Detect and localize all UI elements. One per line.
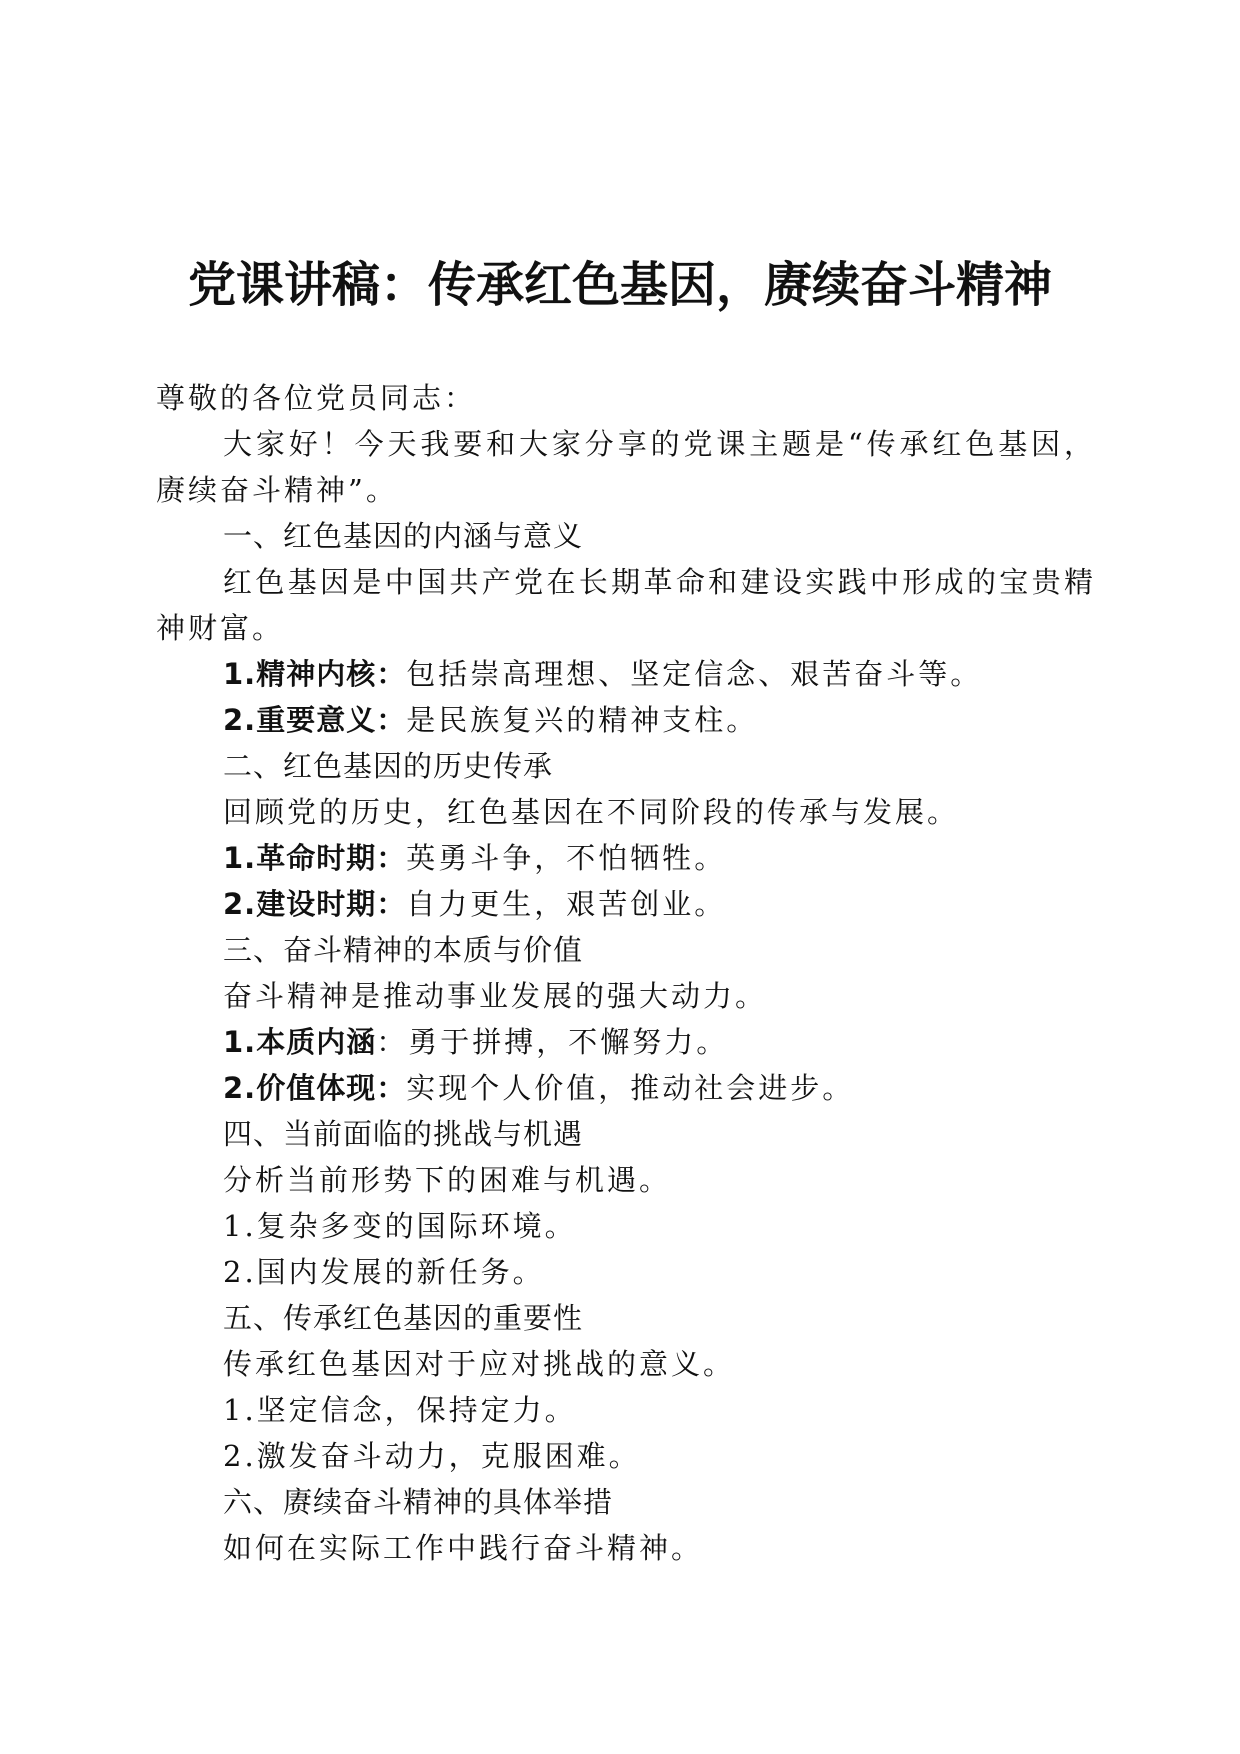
list-item: 2.激发奋斗动力，克服困难。 xyxy=(223,1439,641,1473)
item-text: 包括崇高理想、坚定信念、艰苦奋斗等。 xyxy=(406,657,983,691)
section-5 xyxy=(156,1295,1096,1479)
section-2 xyxy=(156,743,1096,927)
section-heading: 二、红色基因的历史传承 xyxy=(223,749,554,783)
intro-paragraph: 大家好！今天我要和大家分享的党课主题是“传承红色基因，赓续奋斗精神”。 xyxy=(156,427,1096,507)
list-item xyxy=(156,881,1096,927)
item-label: 1.本质内涵 xyxy=(223,1025,377,1059)
section-intro: 红色基因是中国共产党在长期革命和建设实践中形成的宝贵精神财富。 xyxy=(156,565,1096,645)
salutation: 尊敬的各位党员同志： xyxy=(156,381,477,415)
section-intro: 如何在实际工作中践行奋斗精神。 xyxy=(223,1531,704,1565)
section-intro: 分析当前形势下的困难与机遇。 xyxy=(223,1163,672,1197)
section-intro: 传承红色基因对于应对挑战的意义。 xyxy=(223,1347,736,1381)
list-item xyxy=(156,1065,1096,1111)
item-text: 自力更生，艰苦创业。 xyxy=(406,887,727,921)
list-item: 2.国内发展的新任务。 xyxy=(223,1255,545,1289)
item-label: 2.建设时期： xyxy=(223,887,407,921)
list-item: 1.坚定信念，保持定力。 xyxy=(223,1393,577,1427)
list-item xyxy=(156,1019,1096,1065)
list-item xyxy=(156,697,1096,743)
section-heading: 六、赓续奋斗精神的具体举措 xyxy=(223,1485,614,1519)
list-item xyxy=(156,651,1096,697)
item-label: 1.精神内核： xyxy=(223,657,407,691)
section-heading: 五、传承红色基因的重要性 xyxy=(223,1301,584,1335)
section-heading: 三、奋斗精神的本质与价值 xyxy=(223,933,584,967)
document-title: 党课讲稿：传承红色基因，赓续奋斗精神 xyxy=(187,257,1052,313)
section-3 xyxy=(156,927,1096,1111)
section-heading: 四、当前面临的挑战与机遇 xyxy=(223,1117,584,1151)
item-label: 1.革命时期： xyxy=(223,841,407,875)
section-intro: 奋斗精神是推动事业发展的强大动力。 xyxy=(223,979,768,1013)
list-item: 1.复杂多变的国际环境。 xyxy=(223,1209,577,1243)
item-label: 2.价值体现： xyxy=(223,1071,407,1105)
item-text: 英勇斗争，不怕牺牲。 xyxy=(406,841,727,875)
section-heading: 一、红色基因的内涵与意义 xyxy=(223,519,584,553)
section-intro: 回顾党的历史，红色基因在不同阶段的传承与发展。 xyxy=(223,795,960,829)
document-body xyxy=(156,375,1096,1571)
item-text: 是民族复兴的精神支柱。 xyxy=(406,703,759,737)
section-1 xyxy=(156,513,1096,743)
item-text: ：勇于拼搏，不懈努力。 xyxy=(376,1025,729,1059)
section-6 xyxy=(156,1479,1096,1571)
item-label: 2.重要意义： xyxy=(223,703,407,737)
item-text: 实现个人价值，推动社会进步。 xyxy=(406,1071,855,1105)
section-4 xyxy=(156,1111,1096,1295)
list-item xyxy=(156,835,1096,881)
